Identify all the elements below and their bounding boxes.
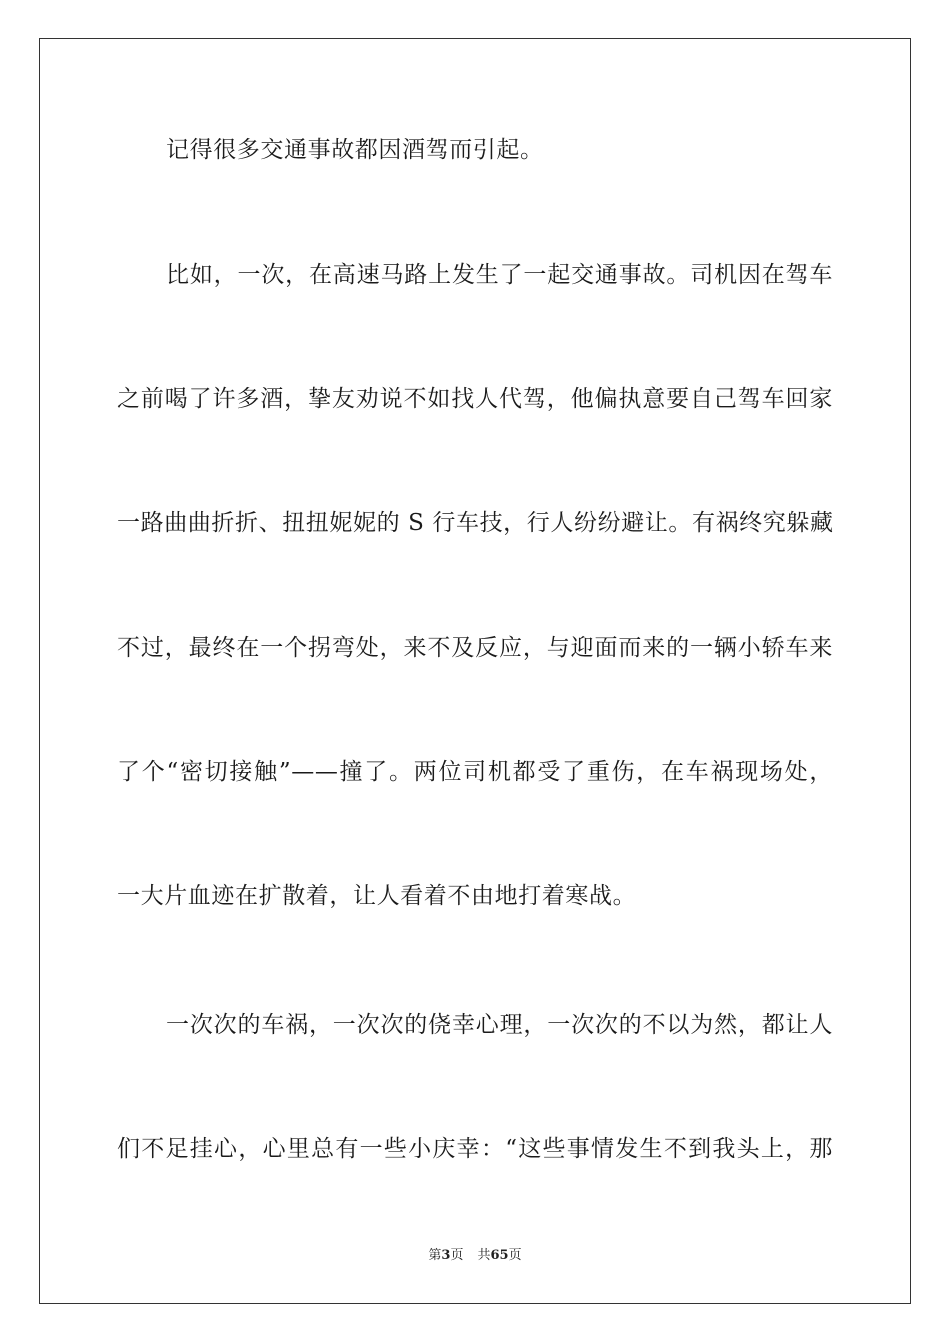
page-border bbox=[39, 38, 911, 1304]
paragraph-line: 一路曲曲折折、扭扭妮妮的 S 行车技，行人纷纷避让。有祸终究躲藏 bbox=[117, 510, 834, 536]
page-footer bbox=[0, 1248, 950, 1264]
page-suffix: 页 bbox=[450, 1248, 464, 1263]
page-number: 3 bbox=[441, 1248, 451, 1263]
paragraph-line: 不过，最终在一个拐弯处，来不及反应，与迎面而来的一辆小轿车来 bbox=[117, 635, 833, 661]
total-prefix: 共 bbox=[477, 1248, 491, 1263]
paragraph-line: 一大片血迹在扩散着，让人看着不由地打着寒战。 bbox=[117, 883, 637, 909]
paragraph-line: 比如，一次，在高速马路上发生了一起交通事故。司机因在驾车 bbox=[166, 262, 833, 288]
paragraph-line: 了个“密切接触”——撞了。两位司机都受了重伤，在车祸现场处， bbox=[117, 759, 833, 785]
paragraph-line: 记得很多交通事故都因酒驾而引起。 bbox=[166, 137, 544, 163]
total-suffix: 页 bbox=[508, 1248, 522, 1263]
total-pages: 65 bbox=[490, 1248, 509, 1263]
paragraph-line: 一次次的车祸，一次次的侥幸心理，一次次的不以为然，都让人 bbox=[166, 1012, 833, 1038]
paragraph-line: 们不足挂心，心里总有一些小庆幸：“这些事情发生不到我头上，那 bbox=[117, 1136, 833, 1162]
paragraph-line: 之前喝了许多酒，挚友劝说不如找人代驾，他偏执意要自己驾车回家 bbox=[117, 386, 833, 412]
page-prefix: 第 bbox=[428, 1248, 442, 1263]
